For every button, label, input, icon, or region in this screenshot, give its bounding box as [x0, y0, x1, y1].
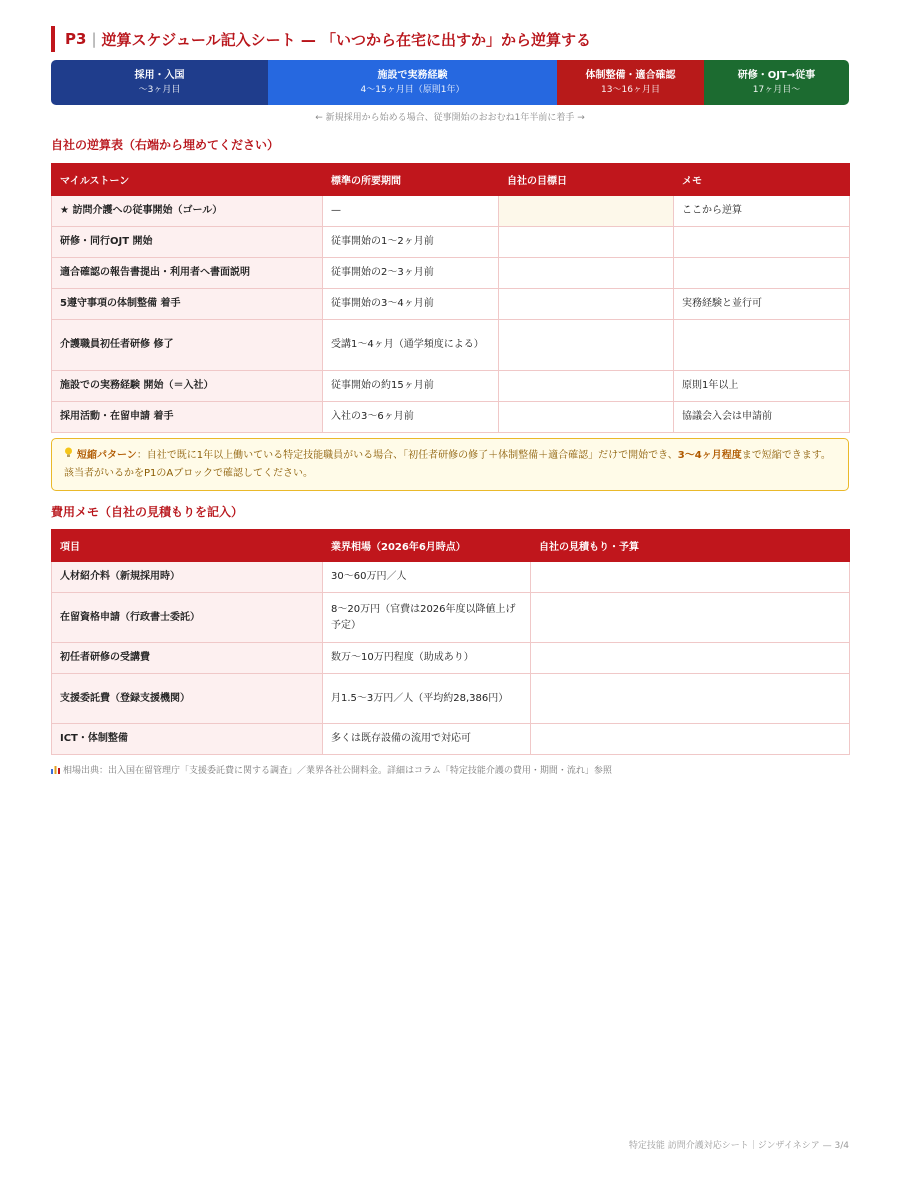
estimate-input[interactable]	[531, 724, 850, 755]
cost-item-cell: 初任者研修の受講費	[52, 643, 323, 674]
schedule-table	[51, 163, 850, 433]
milestone-cell: 採用活動・在留申請 着手	[52, 402, 323, 433]
cost-item-cell: 支援委託費（登録支援機関）	[52, 674, 323, 724]
title-text: 逆算スケジュール記入シート — 「いつから在宅に出すか」から逆算する	[101, 30, 592, 49]
period-cell: —	[323, 196, 499, 227]
table-row	[52, 643, 850, 674]
bar-chart-icon	[51, 765, 60, 774]
estimate-input[interactable]	[531, 643, 850, 674]
section-heading-cost: 費用メモ（自社の見積もりを記入）	[51, 505, 244, 519]
memo-cell[interactable]	[674, 227, 850, 258]
phase-period: 13〜16ヶ月目	[601, 85, 660, 95]
target-date-input[interactable]	[499, 320, 674, 371]
period-cell: 従事開始の3〜4ヶ月前	[323, 289, 499, 320]
table-row	[52, 724, 850, 755]
target-date-input[interactable]	[499, 258, 674, 289]
period-cell: 入社の3〜6ヶ月前	[323, 402, 499, 433]
milestone-cell: 適合確認の報告書提出・利用者へ書面説明	[52, 258, 323, 289]
table-row	[52, 371, 850, 402]
table-header-row	[52, 530, 850, 562]
milestone-cell: 研修・同行OJT 開始	[52, 227, 323, 258]
milestone-cell: ★ 訪問介護への従事開始（ゴール）	[52, 196, 323, 227]
table-header-row	[52, 164, 850, 196]
table-row	[52, 320, 850, 371]
phase-training-start	[704, 60, 849, 105]
phase-period: 17ヶ月目〜	[752, 85, 801, 95]
phase-label: 施設で実務経験	[377, 70, 448, 81]
cost-table	[51, 529, 850, 755]
estimate-input[interactable]	[531, 674, 850, 724]
phase-label: 採用・入国	[134, 70, 185, 81]
memo-cell[interactable]	[674, 320, 850, 371]
hint-label: 短縮パターン	[77, 450, 137, 461]
section-heading-schedule: 自社の逆算表（右端から埋めてください）	[51, 138, 280, 152]
table-row	[52, 289, 850, 320]
header-memo: メモ	[674, 164, 850, 196]
market-price-cell: 多くは既存設備の流用で対応可	[323, 724, 531, 755]
phase-facility-experience	[268, 60, 557, 105]
target-date-input[interactable]	[499, 227, 674, 258]
estimate-input[interactable]	[531, 562, 850, 593]
memo-cell[interactable]: 原則1年以上	[674, 371, 850, 402]
table-row	[52, 258, 850, 289]
table-row	[52, 562, 850, 593]
phase-label: 研修・OJT→従事	[737, 70, 816, 81]
period-cell: 受講1〜4ヶ月（通学頻度による）	[323, 320, 499, 371]
source-text: 相場出典：出入国在留管理庁「支援委託費に関する調査」／業界各社公開料金。詳細はコラム「特定技能介護の費用・期間・流れ」参照	[63, 766, 612, 776]
period-cell: 従事開始の1〜2ヶ月前	[323, 227, 499, 258]
phase-period: 4〜15ヶ月目（原則1年）	[360, 85, 465, 95]
target-date-input[interactable]	[499, 371, 674, 402]
target-date-input[interactable]	[499, 196, 674, 227]
lightbulb-icon	[64, 447, 73, 465]
milestone-cell: 施設での実務経験 開始（＝入社）	[52, 371, 323, 402]
header-target-date: 自社の目標日	[499, 164, 674, 196]
sheet-code: P3	[65, 30, 87, 48]
target-date-input[interactable]	[499, 289, 674, 320]
header-estimate: 自社の見積もり・予算	[531, 530, 850, 562]
market-price-cell: 月1.5〜3万円／人（平均約28,386円）	[323, 674, 531, 724]
cost-item-cell: 人材紹介料（新規採用時）	[52, 562, 323, 593]
phase-label: 体制整備・適合確認	[585, 70, 676, 81]
table-row	[52, 674, 850, 724]
cost-item-cell: ICT・体制整備	[52, 724, 323, 755]
header-market-price: 業界相場（2026年6月時点）	[323, 530, 531, 562]
milestone-cell: 5遵守事項の体制整備 着手	[52, 289, 323, 320]
estimate-input[interactable]	[531, 593, 850, 643]
phase-recruit	[51, 60, 268, 105]
memo-cell[interactable]: 協議会入会は申請前	[674, 402, 850, 433]
milestone-cell: 介護職員初任者研修 修了	[52, 320, 323, 371]
phase-period: 〜3ヶ月目	[138, 85, 181, 95]
market-price-cell: 30〜60万円／人	[323, 562, 531, 593]
memo-cell[interactable]: ここから逆算	[674, 196, 850, 227]
page-footer: 特定技能 訪問介護対応シート｜ジンザイネシア — 3/4	[628, 1141, 849, 1151]
table-row	[52, 227, 850, 258]
title-separator: |	[91, 30, 97, 48]
phase-system-setup	[557, 60, 704, 105]
memo-cell[interactable]	[674, 258, 850, 289]
source-note	[51, 763, 612, 776]
header-period: 標準の所要期間	[323, 164, 499, 196]
period-cell: 従事開始の2〜3ヶ月前	[323, 258, 499, 289]
phase-timeline	[51, 60, 849, 105]
table-row	[52, 402, 850, 433]
target-date-input[interactable]	[499, 402, 674, 433]
period-cell: 従事開始の約15ヶ月前	[323, 371, 499, 402]
memo-cell[interactable]: 実務経験と並行可	[674, 289, 850, 320]
hint-text-after: まで短縮できます。該当者がいるかをP1のAブロックで確認してください。	[64, 450, 831, 479]
market-price-cell: 8〜20万円（官費は2026年度以降値上げ予定）	[323, 593, 531, 643]
page-title	[51, 26, 851, 52]
table-row	[52, 196, 850, 227]
hint-text-before: ：自社で既に1年以上働いている特定技能職員がいる場合、「初任者研修の修了＋体制整備＋適合確認」だけで開始でき、	[136, 450, 678, 461]
table-row	[52, 593, 850, 643]
header-milestone: マイルストーン	[52, 164, 323, 196]
shortcut-hint-box	[51, 438, 849, 491]
hint-emphasis: 3〜4ヶ月程度	[677, 450, 742, 461]
header-item: 項目	[52, 530, 323, 562]
market-price-cell: 数万〜10万円程度（助成あり）	[323, 643, 531, 674]
cost-item-cell: 在留資格申請（行政書士委託）	[52, 593, 323, 643]
timeline-note: ← 新規採用から始める場合、従事開始のおおむね1年半前に着手 →	[315, 113, 585, 123]
